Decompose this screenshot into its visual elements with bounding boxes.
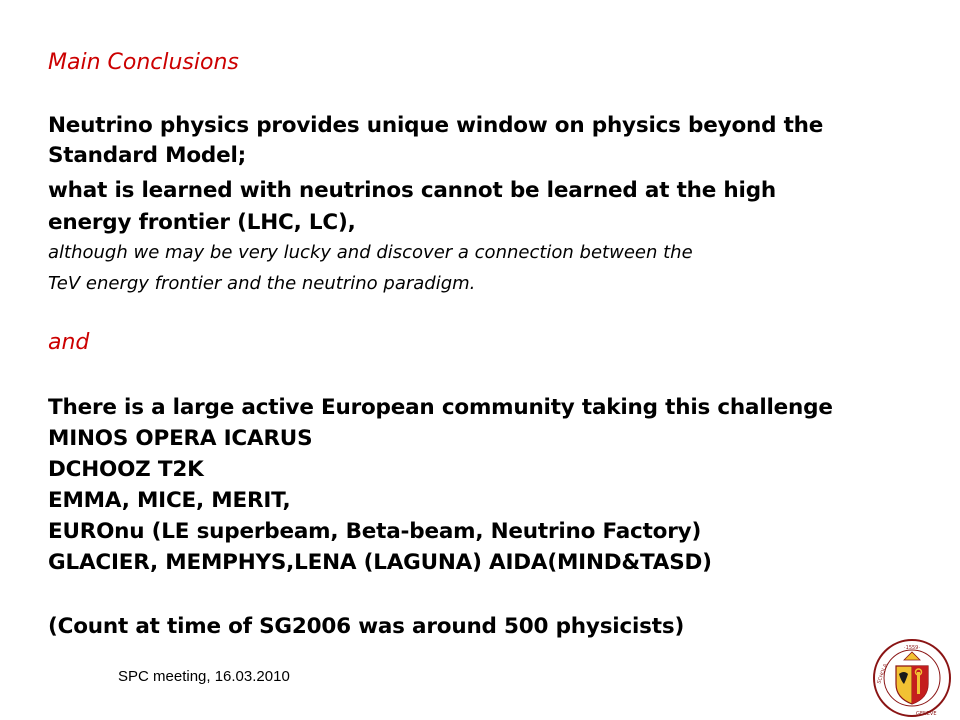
- svg-text:SCHOLA: SCHOLA: [876, 663, 889, 685]
- footer-text: SPC meeting, 16.03.2010: [118, 668, 290, 685]
- paragraph1-line: energy frontier (LHC, LC),: [48, 210, 356, 235]
- university-seal-icon: [872, 638, 952, 718]
- conjunction: and: [48, 330, 90, 355]
- note-line: although we may be very lucky and discover a connection between the: [48, 242, 693, 263]
- svg-text:·1559·: ·1559·: [904, 645, 920, 651]
- paragraph1-line: Standard Model;: [48, 143, 247, 168]
- paragraph2-line: There is a large active European community taking this challenge: [48, 395, 833, 420]
- paragraph2-line: DCHOOZ T2K: [48, 457, 204, 482]
- paragraph2-line: GLACIER, MEMPHYS,LENA (LAGUNA) AIDA(MIND&TASD): [48, 550, 712, 575]
- paragraph2-line: EUROnu (LE superbeam, Beta-beam, Neutrino Factory): [48, 519, 702, 544]
- paragraph1-line: what is learned with neutrinos cannot be learned at the high: [48, 178, 776, 203]
- slide-title: Main Conclusions: [48, 50, 239, 75]
- count-line: (Count at time of SG2006 was around 500 physicists): [48, 614, 685, 639]
- note-line: TeV energy frontier and the neutrino paradigm.: [48, 273, 476, 294]
- paragraph2-line: EMMA, MICE, MERIT,: [48, 488, 291, 513]
- svg-text:GENEVE: GENEVE: [916, 711, 937, 717]
- paragraph1-line: Neutrino physics provides unique window on physics beyond the: [48, 113, 824, 138]
- paragraph2-line: MINOS OPERA ICARUS: [48, 426, 313, 451]
